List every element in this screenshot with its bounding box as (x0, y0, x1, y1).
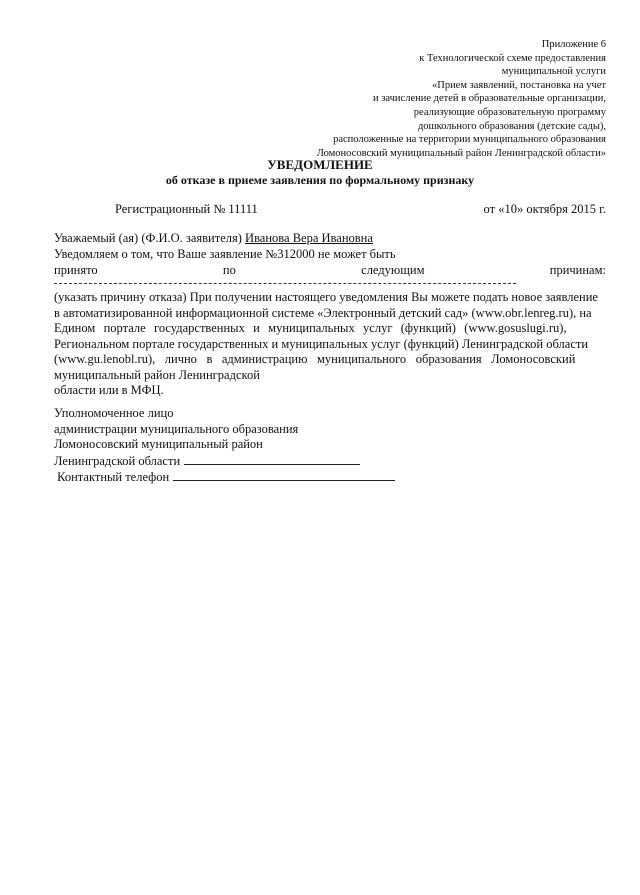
notice-word: следующим (361, 262, 425, 277)
paragraph-text: (www.gu.lenobl.ru), лично в администрацию муниципального образования Ломоносовский (54, 352, 576, 366)
signature-region-row (54, 453, 454, 470)
signature-title: Уполномоченное лицо (54, 406, 174, 420)
header-line: расположенные на территории муниципального образования (333, 134, 606, 146)
paragraph-text: в автоматизированной информационной системе «Электронный детский сад» (www.obr.lenreg.ru), на (54, 305, 592, 320)
registration-number: Регистрационный № 11111 (115, 202, 258, 216)
greeting-prefix: Уважаемый (ая) (Ф.И.О. заявителя) (54, 231, 246, 245)
applicant-name: Иванова Вера Ивановна (245, 231, 373, 245)
instructions-paragraph (54, 290, 606, 399)
paragraph-line (54, 306, 606, 322)
notice-block (54, 247, 606, 278)
paragraph-line: области или в МФЦ. (54, 383, 164, 397)
header-line: Ломоносовский муниципальный район Ленинградской области» (316, 147, 606, 159)
notice-line-2 (54, 263, 606, 279)
contact-phone-row (54, 469, 454, 486)
notice-line-1: Уведомляем о том, что Ваше заявление №312000 не может быть (54, 247, 396, 261)
signature-org: администрации муниципального образования (54, 421, 299, 436)
paragraph-text: Региональном портале государственных и муниципальных услуг (функций) Ленинградской области (54, 336, 589, 351)
paragraph-text: Едином портале государственных и муниципальных услуг (функций) (www.gosuslugi.ru), (54, 321, 567, 335)
paragraph-line (54, 321, 606, 337)
appendix-header (266, 38, 606, 160)
signature-blank (184, 453, 360, 465)
signature-district: Ломоносовский муниципальный район (54, 437, 263, 451)
notice-word: по (222, 262, 236, 277)
reason-blank-line (54, 283, 516, 284)
header-line: Приложение 6 (541, 39, 606, 50)
greeting-line (54, 231, 606, 247)
header-line: к Технологической схеме предоставления (419, 52, 606, 64)
notice-word: принято (54, 262, 98, 277)
header-line: дошкольного образования (детские сады), (417, 120, 606, 132)
document-subtitle: об отказе в приеме заявления по формальному признаку (165, 173, 475, 187)
header-line: и зачисление детей в образовательные организации, (373, 93, 606, 105)
registration-date: от «10» октября 2015 г. (483, 202, 606, 216)
header-line: «Прием заявлений, постановка на учет (431, 79, 606, 91)
header-line: муниципальной услуги (501, 66, 606, 78)
header-line: реализующие образовательную программу (413, 106, 606, 118)
paragraph-text: (указать причину отказа) При получении настоящего уведомления Вы можете подать новое заявление (54, 290, 598, 304)
paragraph-line: муниципальный район Ленинградской (54, 367, 260, 382)
notice-word: причинам: (549, 262, 606, 277)
paragraph-line (54, 337, 606, 353)
signature-region: Ленинградской области (54, 453, 181, 468)
signature-block (54, 406, 454, 486)
paragraph-line (54, 290, 606, 306)
contact-phone-label: Контактный телефон (54, 470, 170, 484)
paragraph-line (54, 352, 606, 368)
contact-phone-blank (173, 469, 395, 481)
document-title: УВЕДОМЛЕНИЕ (267, 157, 373, 172)
